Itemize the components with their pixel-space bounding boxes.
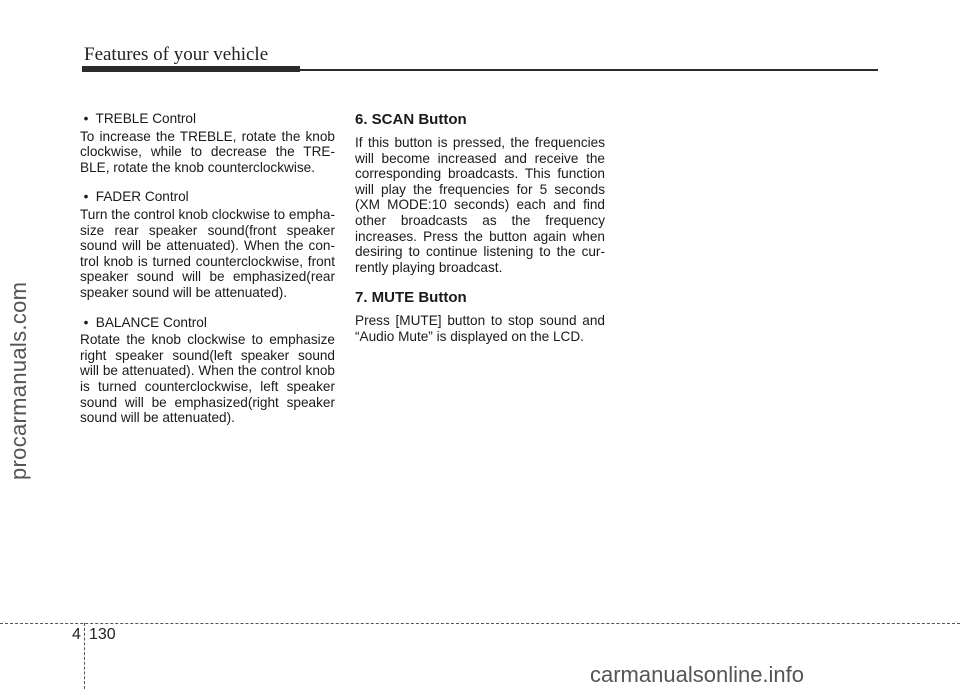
- footer-divider: [0, 623, 960, 624]
- treble-text: To increase the TREBLE, rotate the knob clockwise, while to decrease the TRE-BLE, rotate the knob counterclockwise.: [80, 128, 335, 175]
- chapter-number: 4: [72, 626, 81, 643]
- balance-text: Rotate the knob clockwise to emphasize right speaker sound(left speaker sound will be attenuated). When the control knob is turned counterclockwise, left speaker sound will be emphasized(right speaker sound will be attenuated).: [80, 332, 335, 426]
- header-rule-thin: [300, 69, 878, 71]
- treble-label: TREBLE Control: [95, 111, 197, 126]
- fader-bullet: [80, 189, 335, 205]
- side-watermark: procarmanuals.com: [6, 281, 31, 480]
- page-number: 130: [89, 626, 116, 643]
- mute-heading: 7. MUTE Button: [355, 289, 467, 307]
- bottom-watermark: carmanualsonline.info: [590, 662, 805, 687]
- bullet-dot: •: [83, 189, 89, 205]
- scan-heading: 6. SCAN Button: [355, 111, 467, 128]
- left-column: [80, 111, 335, 440]
- mute-text: Press [MUTE] button to stop sound and “Audio Mute” is displayed on the LCD.: [355, 313, 605, 344]
- footer-vertical-divider: [84, 623, 85, 689]
- bullet-dot: •: [83, 111, 89, 126]
- fader-text: Turn the control knob clockwise to empha-size rear speaker sound(front speaker sound will be attenuated). When the con-trol knob is turned counterclockwise, front speaker sound will be emphasized(rear speaker sound will be attenuated).: [80, 206, 335, 300]
- header-rule-thick: [82, 66, 300, 72]
- bullet-dot: •: [83, 314, 89, 330]
- balance-bullet: [80, 315, 335, 331]
- treble-bullet: [80, 111, 335, 127]
- scan-text: If this button is pressed, the frequencies will become increased and receive the corresponding broadcasts. This function will play the frequencies for 5 seconds (XM MODE:10 seconds) each and find other broadcasts as the frequency increases. Press the button again when desiring to continue listening to the cur-rently playing broadcast.: [355, 135, 605, 275]
- balance-label: BALANCE Control: [95, 314, 207, 330]
- page-header-title: Features of your vehicle: [84, 44, 269, 65]
- right-column: [355, 111, 605, 359]
- fader-label: FADER Control: [95, 189, 189, 205]
